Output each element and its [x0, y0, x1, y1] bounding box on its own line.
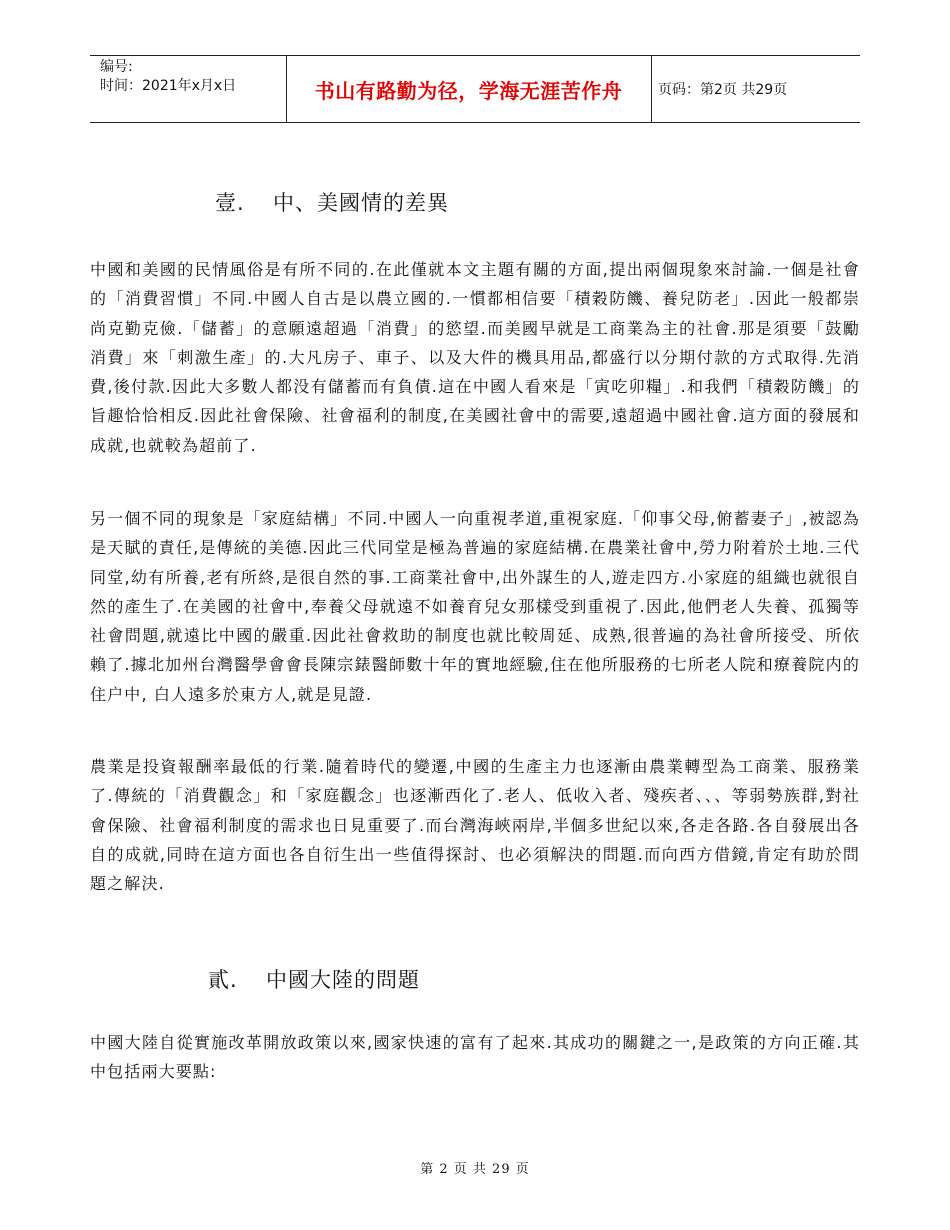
section-number: 貳. — [208, 968, 238, 992]
paragraph: 農業是投資報酬率最低的行業.隨着時代的變遷,中國的生產主力也逐漸由農業轉型為工商業、服務業了.傳統的「消費觀念」和「家庭觀念」也逐漸西化了.老人、低收入者、殘疾者、、、等弱勢族群,對社會保險、社會福利制度的需求也日見重要了.而台灣海峽兩岸,半個多世紀以來,各走各路.各自發展出各自的成就,同時在這方面也各自衍生出一些值得探討、也必須解決的問題.而向西方借鏡,肯定有助於問題之解決. — [90, 757, 860, 894]
page-footer: 第 2 页 共 29 页 — [420, 1162, 530, 1177]
section-title: 中、美國情的差異 — [273, 191, 449, 215]
time-label: 时间：2021年x月x日 — [100, 78, 237, 94]
header-page-info: 页码：第2页 共29页 — [658, 82, 788, 98]
code-label: 编号: — [100, 59, 133, 75]
paragraph: 中國和美國的民情風俗是有所不同的.在此僅就本文主題有關的方面,提出兩個現象來討論.一個是社會的「消費習慣」不同.中國人自古是以農立國的.一慣都相信要「積穀防饑、養兒防老」.因此一般都崇尚克勤克儉.「儲蓄」的意願遠超過「消費」的慾望.而美國早就是工商業為主的社會.那是須要「鼓勵消費」來「刺激生產」的.大凡房子、車子、以及大件的機具用品,都盛行以分期付款的方式取得.先消費,後付款.因此大多數人都没有儲蓄而有負債.這在中國人看來是「寅吃卯糧」.和我們「積穀防饑」的旨趣恰恰相反.因此社會保險、社會福利的制度,在美國社會中的需要,遠超過中國社會.這方面的發展和成就,也就較為超前了. — [90, 260, 860, 455]
paragraph: 中國大陸自從實施改革開放政策以來,國家快速的富有了起來.其成功的關鍵之一,是政策的方向正確.其中包括兩大要點: — [90, 1033, 860, 1082]
section-number: 壹. — [215, 191, 245, 215]
paragraph: 另一個不同的現象是「家庭結構」不同.中國人一向重視孝道,重視家庭.「仰事父母,俯蓄妻子」,被認為是天賦的責任,是傳統的美德.因此三代同堂是極為普遍的家庭結構.在農業社會中,勞力附着於土地.三代同堂,幼有所養,老有所終,是很自然的事.工商業社會中,出外謀生的人,遊走四方.小家庭的組織也就很自然的產生了.在美國的社會中,奉養父母就遠不如養育兒女那樣受到重視了.因此,他們老人失養、孤獨等社會問題,就遠比中國的嚴重.因此社會救助的制度也就比較周延、成熟,很普遍的為社會所接受、所依賴了.據北加州台灣醫學會會長陳宗錶醫師數十年的實地經驗,住在他所服務的七所老人院和療養院内的住户中, 白人遠多於東方人,就是見證. — [90, 509, 860, 704]
section-title: 中國大陸的問題 — [266, 968, 420, 992]
header-motto: 书山有路勤为径，学海无涯苦作舟 — [314, 78, 623, 103]
page-header — [90, 55, 860, 123]
header-divider-right — [651, 56, 652, 122]
section-heading-1 — [215, 187, 449, 217]
header-meta — [100, 58, 282, 96]
section-heading-2 — [208, 964, 420, 994]
